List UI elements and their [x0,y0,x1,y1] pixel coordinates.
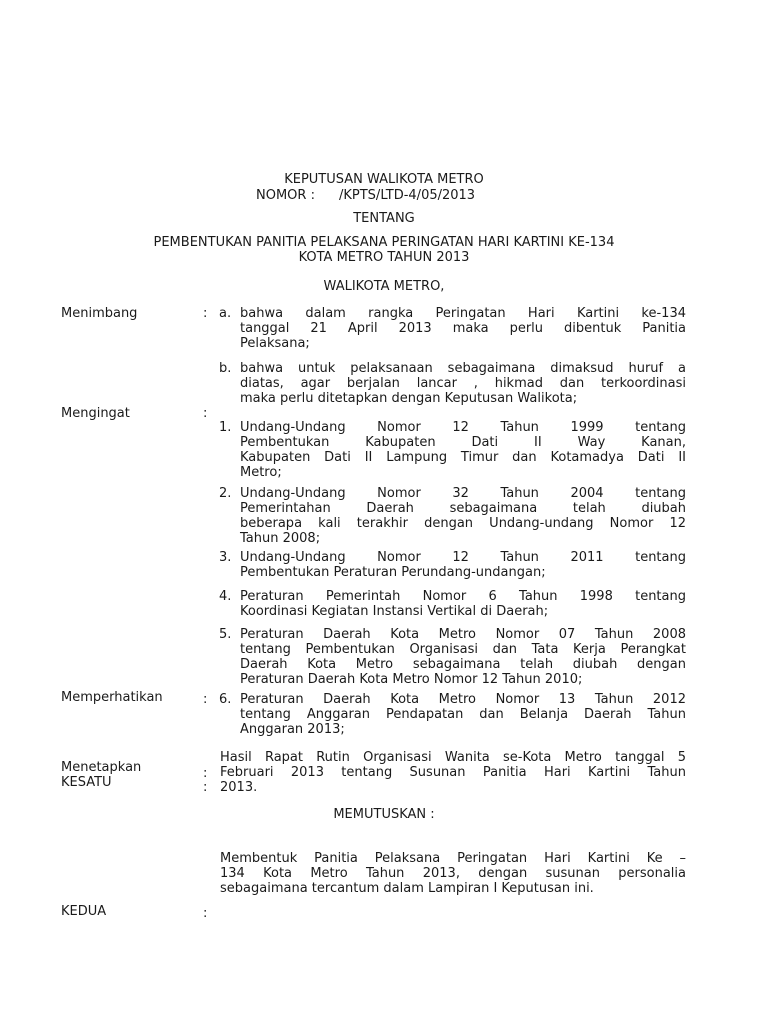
mengingat-6-text: Peraturan Daerah Kota Metro Nomor 13 Tahun 2012 tentang Anggaran Pendapatan dan Belanja Daerah Tahun Anggaran 2013; [240,692,686,737]
nomor-label: NOMOR : [256,188,315,203]
label-kedua: KEDUA [61,904,107,919]
tentang-heading: TENTANG [353,211,415,226]
mengingat-2-marker: 2. [219,486,232,501]
colon-kesatu: : [203,780,208,795]
label-kesatu: KESATU [61,775,112,790]
colon-kedua: : [203,906,208,921]
colon-memperhatikan: : [203,692,208,707]
menimbang-b-text: bahwa untuk pelaksanaan sebagaimana dimaksud huruf a diatas, agar berjalan lancar , hikmad dan terkoordinasi maka perlu ditetapkan dengan Keputusan Walikota; [240,361,686,406]
label-menimbang: Menimbang [61,306,138,321]
mengingat-2-text: Undang-Undang Nomor 32 Tahun 2004 tentang Pemerintahan Daerah sebagaimana telah diubah beberapa kali terakhir dengan Undang-undang Nomor 12 Tahun 2008; [240,486,686,546]
subject-line-2: KOTA METRO TAHUN 2013 [298,250,470,265]
menimbang-a-text: bahwa dalam rangka Peringatan Hari Kartini ke-134 tanggal 21 April 2013 maka perlu dibentuk Panitia Pelaksana; [240,306,686,351]
walikota-heading: WALIKOTA METRO, [323,279,445,294]
mengingat-3-marker: 3. [219,550,232,565]
label-memperhatikan: Memperhatikan [61,690,163,705]
label-mengingat: Mengingat [61,406,130,421]
mengingat-4-marker: 4. [219,589,232,604]
mengingat-5-marker: 5. [219,627,232,642]
menimbang-b-marker: b. [219,361,232,376]
menimbang-a-marker: a. [219,306,232,321]
mengingat-6-marker: 6. [219,692,232,707]
mengingat-3-text: Undang-Undang Nomor 12 Tahun 2011 tentang Pembentukan Peraturan Perundang-undangan; [240,550,686,580]
subject-line-1: PEMBENTUKAN PANITIA PELAKSANA PERINGATAN HARI KARTINI KE-134 [153,235,615,250]
mengingat-1-text: Undang-Undang Nomor 12 Tahun 1999 tentang Pembentukan Kabupaten Dati II Way Kanan, Kabupaten Dati II Lampung Timur dan Kotamadya Dati II Metro; [240,420,686,480]
mengingat-1-marker: 1. [219,420,232,435]
document-title: KEPUTUSAN WALIKOTA METRO [284,172,484,187]
colon-menimbang: : [203,306,208,321]
colon-mengingat: : [203,406,208,421]
nomor-value: /KPTS/LTD-4/05/2013 [339,188,476,203]
label-menetapkan: Menetapkan [61,760,142,775]
memperhatikan-text: Hasil Rapat Rutin Organisasi Wanita se-Kota Metro tanggal 5 Februari 2013 tentang Susunan Panitia Hari Kartini Tahun 2013. [220,750,686,795]
memutuskan-heading: MEMUTUSKAN : [333,807,435,822]
mengingat-4-text: Peraturan Pemerintah Nomor 6 Tahun 1998 tentang Koordinasi Kegiatan Instansi Vertikal di Daerah; [240,589,686,619]
kesatu-text: Membentuk Panitia Pelaksana Peringatan Hari Kartini Ke – 134 Kota Metro Tahun 2013, dengan susunan personalia sebagaimana tercantum dalam Lampiran I Keputusan ini. [220,851,686,896]
colon-menetapkan: : [203,766,208,781]
mengingat-5-text: Peraturan Daerah Kota Metro Nomor 07 Tahun 2008 tentang Pembentukan Organisasi dan Tata Kerja Perangkat Daerah Kota Metro sebagaimana telah diubah dengan Peraturan Daerah Kota Metro Nomor 12 Tahun 2010; [240,627,686,687]
